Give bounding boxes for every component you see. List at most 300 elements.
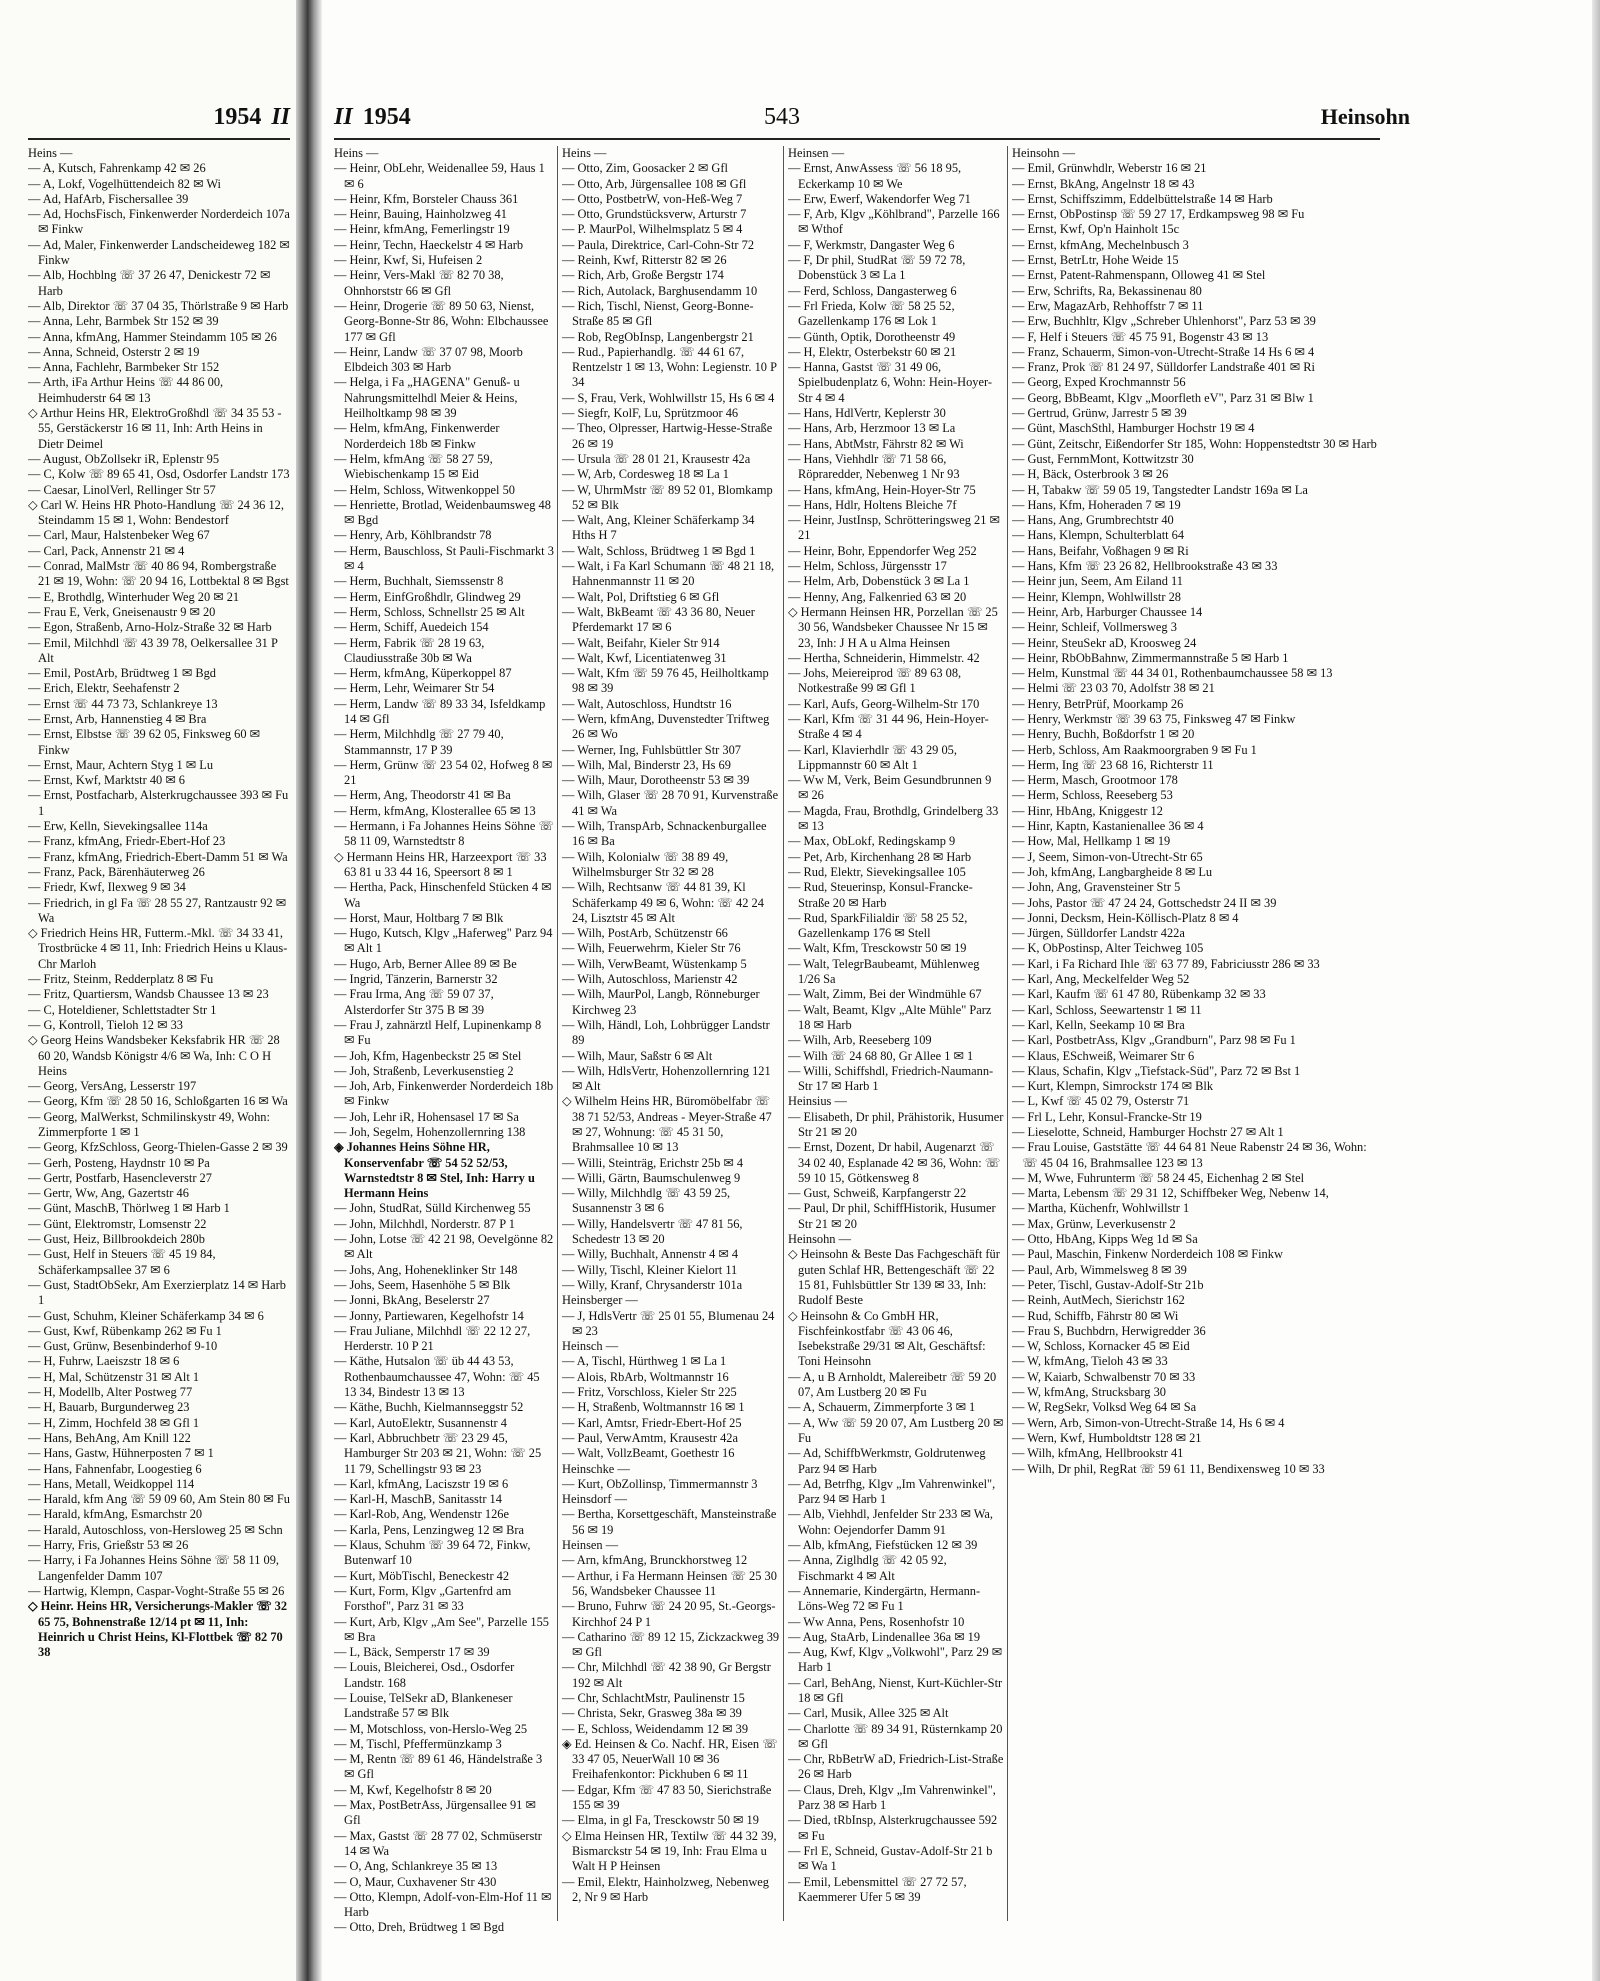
directory-entry: — Alb, Hochblng ☏ 37 26 47, Denickestr 72 ✉ Harb: [28, 268, 271, 298]
directory-entry: — Frau Juliane, Milchhdl ☏ 22 12 27, Herderstr. 10 P 21: [334, 1323, 531, 1354]
directory-entry: ◇ Elma Heinsen HR, Textilw ☏ 44 32 39, Bismarckstr 54 ✉ 19, Inh: Frau Elma u Walt H P Heinsen: [562, 1828, 777, 1874]
directory-entry: — Helm, Arb, Dobenstück 3 ✉ La 1: [788, 574, 970, 589]
left-volume: II: [271, 104, 290, 130]
directory-entry: — Ad, HafArb, Fischersallee 39: [28, 191, 189, 206]
directory-entry: — Paul, VerwAmtm, Krausestr 42a: [562, 1430, 738, 1445]
directory-entry: ◇ Georg Heins Wandsbeker Keksfabrik HR ☏ 28 60 20, Wandsb Königstr 4/6 ✉ Wa, Inh: C O H Heins: [28, 1033, 280, 1078]
directory-entry: — Franz, kfmAng, Friedr-Ebert-Hof 23: [28, 834, 226, 849]
directory-entry: — Rud, Schiffb, Fährstr 80 ✉ Wi: [1012, 1308, 1179, 1323]
directory-entry: — Frau Irma, Ang ☏ 59 07 37, Alsterdorfer Str 375 B ✉ 39: [334, 987, 494, 1017]
directory-entry: — Annemarie, Kindergärtn, Hermann-Löns-Weg 72 ✉ Fu 1: [788, 1583, 981, 1614]
directory-entry: — Ww Anna, Pens, Rosenhofstr 10: [788, 1614, 965, 1629]
directory-entry: — Willy, Buchhalt, Annenstr 4 ✉ 4: [562, 1247, 739, 1262]
directory-entry: — Frau E, Verk, Gneisenaustr 9 ✉ 20: [28, 604, 216, 619]
directory-entry: — Frau J, zahnärztl Helf, Lupinenkamp 8 ✉ Fu: [334, 1017, 542, 1048]
directory-entry: — C, Hoteldiener, Schlettstadter Str 1: [28, 1002, 217, 1017]
directory-entry: — Ernst, Elbstse ☏ 39 62 05, Finksweg 60 ✉ Finkw: [28, 727, 261, 757]
directory-entry: — Hans, Kfm ☏ 23 26 82, Hellbrookstraße 43 ✉ 33: [1012, 559, 1278, 574]
directory-entry: — Harald, Autoschloss, von-Hersloweg 25 ✉ Schn: [28, 1522, 283, 1537]
directory-entry: — Erw, Ewerf, Wakendorfer Weg 71: [788, 191, 971, 206]
directory-entry: ◈ Ed. Heinsen & Co. Nachf. HR, Eisen ☏ 33 47 05, NeuerWall 10 ✉ 36 Freihafenkontor: Pickhuben 6 ✉ 11: [562, 1736, 778, 1782]
directory-entry: — Bruno, Fuhrw ☏ 24 20 95, St.-Georgs-Kirchhof 24 P 1: [562, 1599, 776, 1629]
directory-entry: — Herm, Grünw ☏ 23 54 02, Hofweg 8 ✉ 21: [334, 757, 553, 788]
directory-entry: — Max, ObLokf, Redingskamp 9: [788, 834, 956, 849]
directory-entry: — Kurt, ObZollinsp, Timmermannstr 3: [562, 1476, 758, 1491]
directory-entry: — Erw, Kelln, Sievekingsallee 114a: [28, 819, 208, 834]
directory-entry: — Hertha, Pack, Hinschenfeld Stücken 4 ✉ Wa: [334, 880, 552, 910]
directory-entry: — Johs, Pastor ☏ 47 24 24, Gottschedstr 24 II ✉ 39: [1012, 895, 1277, 910]
directory-entry: — Erw, MagazArb, Rehhoffstr 7 ✉ 11: [1012, 298, 1204, 313]
directory-entry: — Willy, Handelsvertr ☏ 47 81 56, Schedestr 13 ✉ 20: [562, 1216, 743, 1247]
directory-entry: — M, Tischl, Pfeffermünzkamp 3: [334, 1736, 502, 1751]
directory-entry: — Hans, HdlVertr, Keplerstr 30: [788, 406, 946, 421]
directory-entry: — Charlotte ☏ 89 34 91, Rüsternkamp 20 ✉ Gfl: [788, 1721, 1003, 1751]
directory-entry: — Johs, Ang, Hoheneklinker Str 148: [334, 1262, 518, 1277]
directory-entry: — Frl Frieda, Kolw ☏ 58 25 52, Gazellenkamp 176 ✉ Lok 1: [788, 298, 955, 329]
directory-entry: — Max, PostBetrAss, Jürgensallee 91 ✉ Gfl: [334, 1798, 536, 1828]
directory-entry: — Willy, Tischl, Kleiner Kielort 11: [562, 1262, 738, 1277]
directory-entry: — Helm, Schloss, Jürgensstr 17: [788, 559, 947, 574]
directory-entry: — Arth, iFa Arthur Heins ☏ 44 86 00, Heimhuderstr 64 ✉ 13: [28, 375, 224, 405]
directory-entry: ◇ Heinsohn & Beste Das Fachgeschäft für guten Schlaf HR, Bettengeschäft ☏ 22 15 81, Fuhlsbüttler Str 139 ✉ 33, Inh: Rudolf Beste: [788, 1247, 1000, 1308]
directory-entry: — Frau S, Buchbdrn, Herwigredder 36: [1012, 1323, 1206, 1338]
directory-entry: — Walt, Pol, Driftstieg 6 ✉ Gfl: [562, 589, 720, 604]
directory-entry: — Pet, Arb, Kirchenhang 28 ✉ Harb: [788, 849, 972, 864]
directory-entry: — O, Maur, Cuxhavener Str 430: [334, 1874, 497, 1889]
directory-entry: — Walt, Ang, Kleiner Schäferkamp 34 Hths H 7: [562, 513, 755, 543]
directory-entry: — Karla, Pens, Lenzingweg 12 ✉ Bra: [334, 1522, 524, 1537]
directory-entry: — Wilh, Rechtsanw ☏ 44 81 39, Kl Schäferkamp 49 ✉ 6, Wohn: ☏ 42 24 24, Lisztstr 45 ✉ Alt: [562, 880, 764, 925]
directory-entry: — Georg, KfzSchloss, Georg-Thielen-Gasse 2 ✉ 39: [28, 1140, 288, 1155]
directory-entry: — Heinr, Techn, Haeckelstr 4 ✉ Harb: [334, 237, 524, 252]
surname-heading: Heinsen —: [562, 1538, 619, 1553]
directory-entry: — Ernst, Patent-Rahmenspann, Olloweg 41 ✉ Stel: [1012, 268, 1266, 283]
directory-entry: — Anna, Schneid, Osterstr 2 ✉ 19: [28, 344, 200, 359]
page-number: 543: [764, 104, 800, 130]
directory-entry: — Fritz, Vorschloss, Kieler Str 225: [562, 1385, 737, 1400]
directory-entry: — Heinr, Schleif, Vollmersweg 3: [1012, 620, 1177, 635]
directory-entry: — Wilh, Händl, Loh, Lohbrügger Landstr 89: [562, 1017, 770, 1048]
directory-entry: — Henriette, Brotlad, Weidenbaumsweg 48 ✉ Bgd: [334, 497, 551, 528]
directory-entry: — Karl, Klavierhdlr ☏ 43 29 05, Lippmannstr 60 ✉ Alt 1: [788, 742, 957, 772]
directory-entry: — Ernst, BkAng, Angelnstr 18 ✉ 43: [1012, 176, 1195, 191]
directory-entry: — Walt, TelegrBaubeamt, Mühlenweg 1/26 Sa: [788, 956, 980, 987]
directory-entry: — Wilh, Feuerwehrm, Kieler Str 76: [562, 941, 741, 956]
directory-entry: — Frl E, Schneid, Gustav-Adolf-Str 21 b ✉ Wa 1: [788, 1843, 993, 1874]
directory-entry: — Gust, Schuhm, Kleiner Schäferkamp 34 ✉ 6: [28, 1308, 264, 1323]
directory-entry: ◇ Friedrich Heins HR, Futterm.-Mkl. ☏ 34 33 41, Trostbrücke 4 ✉ 11, Inh: Friedrich Heins u Klaus-Chr Marloh: [28, 926, 288, 971]
directory-entry: — Hans, Hdlr, Holtens Bleiche 7f: [788, 497, 957, 512]
directory-entry: — Wilh, HdlsVertr, Hohenzollernring 121 ✉ Alt: [562, 1063, 771, 1094]
directory-entry: — Ernst, BetrLtr, Hohe Weide 15: [1012, 253, 1179, 268]
directory-entry: — Hinr, Kaptn, Kastanienallee 36 ✉ 4: [1012, 819, 1204, 834]
directory-entry: — Ernst, kfmAng, Mechelnbusch 3: [1012, 237, 1189, 252]
directory-entry: — Klaus, ESchweiß, Weimarer Str 6: [1012, 1048, 1195, 1063]
directory-column-3: [788, 146, 1004, 1941]
directory-entry: — Gust, Heiz, Billbrookdeich 280b: [28, 1232, 205, 1247]
directory-entry: — Arthur, i Fa Hermann Heinsen ☏ 25 30 56, Wandsbeker Chaussee 11: [562, 1568, 777, 1598]
directory-entry: — Max, Grünw, Leverkusenstr 2: [1012, 1216, 1176, 1231]
directory-entry: — Joh, Arb, Finkenwerder Norderdeich 18b ✉ Finkw: [334, 1079, 554, 1109]
directory-entry: — Died, tRbInsp, Alsterkrugchaussee 592 ✉ Fu: [788, 1813, 998, 1843]
directory-entry: — Elma, in gl Fa, Tresckowstr 50 ✉ 19: [562, 1813, 759, 1828]
directory-entry: — Anna, Fachlehr, Barmbeker Str 152: [28, 360, 220, 375]
directory-entry: — Harald, kfm Ang ☏ 59 09 60, Am Stein 80 ✉ Fu: [28, 1492, 290, 1507]
directory-entry: — Chr, SchlachtMstr, Paulinenstr 15: [562, 1690, 745, 1705]
directory-entry: — Karl, i Fa Richard Ihle ☏ 63 77 89, Fabriciusstr 286 ✉ 33: [1012, 956, 1320, 971]
directory-entry: — Klaus, Schuhm ☏ 39 64 72, Finkw, Butenwarf 10: [334, 1538, 531, 1568]
directory-entry: — Paul, Dr phil, SchiffHistorik, Husumer Str 21 ✉ 20: [788, 1201, 996, 1231]
directory-entry: — Friedrich, in gl Fa ☏ 28 55 27, Rantzaustr 92 ✉ Wa: [28, 895, 287, 925]
directory-entry: — Heinr, JustInsp, Schrötteringsweg 21 ✉ 21: [788, 513, 1000, 543]
directory-entry: — Johs, Meiereiprod ☏ 89 63 08, Notkestraße 99 ✉ Gfl 1: [788, 666, 962, 696]
directory-entry: — Hugo, Arb, Berner Allee 89 ✉ Be: [334, 956, 517, 971]
directory-entry: — H, Bäck, Osterbrook 3 ✉ 26: [1012, 467, 1169, 482]
directory-entry: — Willi, Steinträg, Erichstr 25b ✉ 4: [562, 1155, 744, 1170]
directory-entry: — Joh, Lehr iR, Hohensasel 17 ✉ Sa: [334, 1109, 519, 1124]
directory-entry: — Georg, VersAng, Lesserstr 197: [28, 1079, 197, 1094]
directory-entry: — Paul, Maschin, Finkenw Norderdeich 108 ✉ Finkw: [1012, 1247, 1283, 1262]
directory-entry: — Rud, Steuerinsp, Konsul-Francke-Straße 20 ✉ Harb: [788, 880, 973, 910]
directory-column-2: [562, 146, 780, 1941]
book-gutter: [296, 0, 322, 1981]
directory-entry: — J, Seem, Simon-von-Utrecht-Str 65: [1012, 849, 1203, 864]
directory-entry: — E, Schloss, Weidendamm 12 ✉ 39: [562, 1721, 749, 1736]
directory-entry: — Erich, Elektr, Seehafenstr 2: [28, 681, 180, 696]
surname-heading: Heinsius —: [788, 1094, 847, 1109]
directory-entry: — H, Zimm, Hochfeld 38 ✉ Gfl 1: [28, 1415, 200, 1430]
directory-entry: — Fritz, Steinm, Redderplatz 8 ✉ Fu: [28, 972, 214, 987]
directory-entry: — Käthe, Hutsalon ☏ üb 44 43 53, Rothenbaumchaussee 47, Wohn: ☏ 45 13 34, Bindestr 13 ✉ 13: [334, 1354, 540, 1400]
directory-entry: — Hermann, i Fa Johannes Heins Söhne ☏ 58 11 09, Warnstedtstr 8: [334, 819, 554, 849]
directory-entry: — Kurt, Form, Klgv „Gartenfrd am Forsthof", Parz 31 ✉ 33: [334, 1583, 512, 1614]
directory-entry: — J, HdlsVertr ☏ 25 01 55, Blumenau 24 ✉ 23: [562, 1308, 775, 1338]
directory-entry: — Chr, Milchhdl ☏ 42 38 90, Gr Bergstr 192 ✉ Alt: [562, 1660, 771, 1690]
directory-entry: ◈ Johannes Heins Söhne HR, Konservenfabr ☏ 54 52 52/53, Warnstedtstr 8 ✉ Stel, Inh: Harry u Hermann Heins: [334, 1140, 535, 1201]
directory-entry: — W, Schloss, Kornacker 45 ✉ Eid: [1012, 1339, 1190, 1354]
surname-heading: Heinsohn —: [788, 1232, 851, 1247]
directory-entry: — Emil, Lebensmittel ☏ 27 72 57, Kaemmerer Ufer 5 ✉ 39: [788, 1874, 967, 1904]
directory-entry: — H, Tabakw ☏ 59 05 19, Tangstedter Landstr 169a ✉ La: [1012, 482, 1308, 497]
directory-entry: — H, Straßenb, Woltmannstr 16 ✉ 1: [562, 1400, 745, 1415]
directory-entry: — Heinr jun, Seem, Am Eiland 11: [1012, 574, 1183, 589]
directory-entry: — Jürgen, Sülldorfer Landstr 422a: [1012, 926, 1185, 941]
directory-entry: — Henry, Werkmstr ☏ 39 63 75, Finksweg 47 ✉ Finkw: [1012, 711, 1296, 726]
directory-entry: — Carl, BehAng, Nienst, Kurt-Küchler-Str 18 ✉ Gfl: [788, 1675, 1003, 1705]
right-header-rule: [334, 138, 1380, 140]
directory-entry: — Emil, Elektr, Hainholzweg, Nebenweg 2, Nr 9 ✉ Harb: [562, 1874, 769, 1904]
directory-entry: — Franz, kfmAng, Friedrich-Ebert-Damm 51 ✉ Wa: [28, 849, 288, 864]
directory-entry: — Henry, BetrPrüf, Moorkamp 26: [1012, 696, 1184, 711]
directory-entry: — Hans, AbtMstr, Fährstr 82 ✉ Wi: [788, 436, 964, 451]
directory-entry: — Reinh, Kwf, Ritterstr 82 ✉ 26: [562, 253, 727, 268]
directory-entry: — Wilh, Glaser ☏ 28 70 91, Kurvenstraße 41 ✉ Wa: [562, 788, 779, 818]
directory-entry: — Henry, Buchh, Boßdorfstr 1 ✉ 20: [1012, 727, 1195, 742]
directory-entry: — Gertr, Postfarb, Hasencleverstr 27: [28, 1170, 212, 1185]
directory-entry: — Johs, Seem, Hasenhöhe 5 ✉ Blk: [334, 1277, 511, 1292]
directory-entry: — Heinr, Arb, Harburger Chaussee 14: [1012, 604, 1203, 619]
directory-entry: — A, Kutsch, Fahrenkamp 42 ✉ 26: [28, 161, 206, 176]
directory-entry: — Käthe, Buchh, Kielmannseggstr 52: [334, 1400, 524, 1415]
directory-entry: — Joh, Straßenb, Leverkusenstieg 2: [334, 1063, 514, 1078]
surname-heading: Heinschke —: [562, 1461, 630, 1476]
directory-entry: — Herm, Schiff, Auedeich 154: [334, 620, 489, 635]
directory-entry: — Heinr, Kfm, Borsteler Chauss 361: [334, 191, 519, 206]
surname-heading: Heins —: [28, 146, 73, 160]
directory-entry: — A, Schauerm, Zimmerpforte 3 ✉ 1: [788, 1400, 976, 1415]
column-separator: [557, 146, 558, 1921]
directory-entry: — Walt, Kfm, Tresckowstr 50 ✉ 19: [788, 941, 967, 956]
directory-entry: — Hans, Viehhdlr ☏ 71 58 66, Röpraredder, Nebenweg 1 Nr 93: [788, 451, 960, 482]
directory-entry: — H, Fuhrw, Laeiszstr 18 ✉ 6: [28, 1354, 180, 1369]
directory-entry: — Hans, Gastw, Hühnerposten 7 ✉ 1: [28, 1446, 214, 1461]
directory-entry: — John, Lotse ☏ 42 21 98, Oevelgönne 82 ✉ Alt: [334, 1232, 554, 1262]
directory-entry: — Erw, Schrifts, Ra, Bekassinenau 80: [1012, 283, 1202, 298]
directory-column-4: [1012, 146, 1378, 1941]
directory-entry: — Heinr, Klempn, Wohlwillstr 28: [1012, 589, 1181, 604]
directory-entry: — Joh, Kfm, Hagenbeckstr 25 ✉ Stel: [334, 1048, 522, 1063]
directory-entry: ◇ Carl W. Heins HR Photo-Handlung ☏ 24 36 12, Steindamm 15 ✉ 1, Wohn: Bendestorf: [28, 497, 284, 528]
surname-heading: Heinsdorf —: [562, 1492, 628, 1507]
directory-entry: — Heinr, SteuSekr aD, Kroosweg 24: [1012, 635, 1197, 650]
right-page-header-left: [334, 100, 411, 134]
directory-entry: — Max, Gastst ☏ 28 77 02, Schmüserstr 14 ✉ Wa: [334, 1828, 542, 1858]
directory-entry: — Hans, Kfm, Hoheraden 7 ✉ 19: [1012, 497, 1181, 512]
directory-entry: — Willy, Milchhdlg ☏ 43 59 25, Susannenstr 3 ✉ 6: [562, 1186, 731, 1216]
directory-entry: — Hans, Arb, Herzmoor 13 ✉ La: [788, 421, 956, 436]
directory-entry: — Gertrud, Grünw, Jarrestr 5 ✉ 39: [1012, 406, 1187, 421]
directory-entry: — How, Mal, Hellkamp 1 ✉ 19: [1012, 834, 1171, 849]
directory-entry: — Jonny, Partiewaren, Kegelhofstr 14: [334, 1308, 524, 1323]
directory-entry: — Harry, i Fa Johannes Heins Söhne ☏ 58 11 09, Langenfelder Damm 107: [28, 1553, 280, 1583]
directory-entry: — Herm, Lehr, Weimarer Str 54: [334, 681, 495, 696]
directory-entry: — Wilh, Arb, Reeseberg 109: [788, 1033, 932, 1048]
right-page: [322, 0, 1600, 1981]
directory-entry: — W, kfmAng, Strucksbarg 30: [1012, 1385, 1166, 1400]
directory-entry: — Chr, RbBetrW aD, Friedrich-List-Straße 26 ✉ Harb: [788, 1752, 1004, 1782]
directory-entry: — Willy, Kranf, Chrysanderstr 101a: [562, 1277, 743, 1292]
directory-entry: — Otto, Zim, Goosacker 2 ✉ Gfl: [562, 161, 728, 176]
directory-entry: ◇ Wilhelm Heins HR, Büromöbelfabr ☏ 38 71 52/53, Andreas - Meyer-Straße 47 ✉ 27, Wohnung: ☏ 45 31 50, Brahmsallee 10 ✉ 13: [562, 1094, 772, 1155]
directory-entry: — Bertha, Korsettgeschäft, Mansteinstraße 56 ✉ 19: [562, 1507, 777, 1537]
directory-entry: — Conrad, MalMstr ☏ 40 86 94, Rombergstraße 21 ✉ 19, Wohn: ☏ 20 94 16, Lottbektal 8 ✉ Bgst: [28, 559, 289, 589]
directory-entry: — Ingrid, Tänzerin, Barnerstr 32: [334, 972, 498, 987]
directory-entry: ◇ Arthur Heins HR, ElektroGroßhdl ☏ 34 35 53 - 55, Gerstäckerstr 16 ✉ 11, Inh: Arth Heins in Dietr Deimel: [28, 406, 282, 451]
directory-entry: — Egon, Straßenb, Arno-Holz-Straße 32 ✉ Harb: [28, 620, 272, 635]
directory-entry: — A, u B Arnholdt, Malereibetr ☏ 59 20 07, Am Lustberg 20 ✉ Fu: [788, 1369, 997, 1400]
directory-entry: — Wilh, Maur, Dorotheenstr 53 ✉ 39: [562, 773, 750, 788]
directory-entry: — Elisabeth, Dr phil, Prähistorik, Husumer Str 21 ✉ 20: [788, 1109, 1004, 1139]
directory-entry: — Gust, Grünw, Besenbinderhof 9-10: [28, 1339, 218, 1354]
directory-entry: — Otto, Arb, Jürgensallee 108 ✉ Gfl: [562, 176, 747, 191]
directory-entry: — Frau Louise, Gaststätte ☏ 44 64 81 Neue Rabenstr 24 ✉ 36, Wohn: ☏ 45 04 16, Brahmsallee 123 ✉ 13: [1012, 1140, 1367, 1170]
directory-entry: — Emil, Milchhdl ☏ 43 39 78, Oelkersallee 31 P Alt: [28, 635, 278, 665]
surname-heading: Heinsch —: [562, 1339, 619, 1354]
directory-entry: — O, Ang, Schlankreye 35 ✉ 13: [334, 1859, 498, 1874]
directory-entry: — Alb, kfmAng, Fiefstücken 12 ✉ 39: [788, 1538, 978, 1553]
directory-entry: — Otto, Dreh, Brüdtweg 1 ✉ Bgd: [334, 1920, 505, 1935]
directory-entry: — Helmi ☏ 23 03 70, Adolfstr 38 ✉ 21: [1012, 681, 1215, 696]
directory-entry: — M, Wwe, Fuhrunterm ☏ 58 24 45, Eichenhag 2 ✉ Stel: [1012, 1170, 1305, 1185]
directory-entry: — John, Ang, Gravensteiner Str 5: [1012, 880, 1181, 895]
directory-entry: — Harald, kfmAng, Esmarchstr 20: [28, 1507, 203, 1522]
directory-entry: — S, Frau, Verk, Wohlwillstr 15, Hs 6 ✉ 4: [562, 390, 775, 405]
directory-entry: — Henry, Arb, Köhlbrandstr 78: [334, 528, 492, 543]
directory-entry: — Arn, kfmAng, Brunckhorstweg 12: [562, 1553, 748, 1568]
directory-entry: — Paula, Direktrice, Carl-Cohn-Str 72: [562, 237, 755, 252]
directory-entry: — Ernst, AnwAssess ☏ 56 18 95, Eckerkamp 10 ✉ We: [788, 161, 962, 191]
directory-entry: — Joh, Segelm, Hohenzollernring 138: [334, 1125, 526, 1139]
directory-entry: — Herb, Schloss, Am Raakmoorgraben 9 ✉ Fu 1: [1012, 742, 1257, 757]
directory-entry: — Karl, Abbruchbetr ☏ 23 29 45, Hamburger Str 203 ✉ 21, Wohn: ☏ 25 11 79, Schellingstr 93 ✉ 23: [334, 1430, 542, 1476]
directory-entry: — Wilh, Mal, Binderstr 23, Hs 69: [562, 757, 731, 772]
directory-entry: — Horst, Maur, Holtbarg 7 ✉ Blk: [334, 910, 504, 925]
directory-entry: — Paul, Arb, Wimmelsweg 8 ✉ 39: [1012, 1262, 1187, 1277]
directory-entry: — Herm, Ang, Theodorstr 41 ✉ Ba: [334, 788, 511, 803]
directory-entry: — Hartwig, Klempn, Caspar-Voght-Straße 55 ✉ 26: [28, 1583, 285, 1598]
directory-entry: — Joh, kfmAng, Langbargheide 8 ✉ Lu: [1012, 864, 1213, 879]
directory-entry: — Ernst ☏ 44 73 73, Schlankreye 13: [28, 696, 218, 711]
directory-entry: — Hans, Fahnenfabr, Loogestieg 6: [28, 1461, 202, 1476]
directory-entry: — W, kfmAng, Tieloh 43 ✉ 33: [1012, 1354, 1168, 1369]
directory-entry: — L, Kwf ☏ 45 02 79, Osterstr 71: [1012, 1094, 1190, 1109]
directory-entry: — Gust, Kwf, Rübenkamp 262 ✉ Fu 1: [28, 1323, 222, 1338]
directory-entry: — Helm, kfmAng ☏ 58 27 59, Wiebischenkamp 15 ✉ Eid: [334, 451, 493, 482]
directory-entry: — Walt, Kfm ☏ 59 76 45, Heilholtkamp 98 ✉ 39: [562, 666, 769, 696]
directory-entry: — M, Rentn ☏ 89 61 46, Händelstraße 3 ✉ Gfl: [334, 1752, 543, 1782]
directory-entry: — Heinr, Vers-Makl ☏ 82 70 38, Ohnhorststr 66 ✉ Gfl: [334, 268, 504, 298]
directory-entry: — Otto, Klempn, Adolf-von-Elm-Hof 11 ✉ Harb: [334, 1889, 552, 1920]
directory-entry: — Wilh, Maur, Saßstr 6 ✉ Alt: [562, 1048, 713, 1063]
directory-entry: — Hertha, Schneiderin, Himmelstr. 42: [788, 650, 980, 665]
column-separator: [1007, 146, 1008, 1921]
directory-entry: — Ernst, Dozent, Dr habil, Augenarzt ☏ 34 02 40, Esplanade 42 ✉ 36, Wohn: ☏ 59 10 15, Götkensweg 8: [788, 1140, 1001, 1185]
directory-entry: — Martha, Küchenfr, Wohlwillstr 1: [1012, 1201, 1190, 1216]
directory-entry: ◇ Heinsohn & Co GmbH HR, Fischfeinkostfabr ☏ 43 06 46, Isebekstraße 29/31 ✉ Alt, Geschäftsf: Toni Heinsohn: [788, 1308, 986, 1369]
directory-entry: — John, Milchhdl, Norderstr. 87 P 1: [334, 1216, 515, 1231]
directory-entry: — Franz, Prok ☏ 81 24 97, Sülldorfer Landstraße 401 ✉ Ri: [1012, 360, 1315, 375]
directory-entry: — Willi, Gärtn, Baumschulenweg 9: [562, 1170, 741, 1185]
directory-entry: — Wern, kfmAng, Duvenstedter Triftweg 26 ✉ Wo: [562, 711, 770, 742]
directory-entry: — Jonni, BkAng, Beselerstr 27: [334, 1293, 490, 1308]
directory-entry: — Wilh, VerwBeamt, Wüstenkamp 5: [562, 956, 747, 971]
directory-entry: — Reinh, AutMech, Sierichstr 162: [1012, 1293, 1185, 1308]
directory-entry: — Marta, Lebensm ☏ 29 31 12, Schiffbeker Weg, Nebenw 14,: [1012, 1186, 1329, 1201]
directory-entry: — F, Werkmstr, Dangaster Weg 6: [788, 237, 955, 252]
directory-entry: — Ww M, Verk, Beim Gesundbrunnen 9 ✉ 26: [788, 773, 992, 803]
directory-entry: — Wilh, Autoschloss, Marienstr 42: [562, 972, 738, 987]
left-page: [0, 0, 300, 1981]
directory-entry: — Ernst, Schiffszimm, Eddelbüttelstraße 14 ✉ Harb: [1012, 191, 1273, 206]
directory-entry: — Caesar, LinolVerl, Rellinger Str 57: [28, 482, 216, 497]
surname-heading: Heins —: [562, 146, 607, 160]
directory-entry: — K, ObPostinsp, Alter Teichweg 105: [1012, 941, 1204, 956]
directory-entry: — C, Kolw ☏ 89 65 41, Osd, Osdorfer Landstr 173: [28, 467, 290, 482]
directory-entry: — Walt, Schloss, Brüdtweg 1 ✉ Bgd 1: [562, 543, 756, 558]
directory-entry: — Catharino ☏ 89 12 15, Zickzackweg 39 ✉ Gfl: [562, 1629, 780, 1660]
directory-entry: — Wilh, Dr phil, RegRat ☏ 59 61 11, Bendixensweg 10 ✉ 33: [1012, 1461, 1325, 1476]
directory-entry: — G, Kontroll, Tieloh 12 ✉ 33: [28, 1017, 183, 1032]
directory-entry: — W, Arb, Cordesweg 18 ✉ La 1: [562, 467, 729, 482]
directory-entry: — Jonni, Decksm, Hein-Köllisch-Platz 8 ✉ 4: [1012, 910, 1239, 925]
directory-entry: — Gust, FernmMont, Kottwitzstr 30: [1012, 451, 1194, 466]
directory-entry: — Rich, Tischl, Nienst, Georg-Bonne-Straße 85 ✉ Gfl: [562, 298, 754, 329]
running-head: Heinsohn: [1320, 104, 1410, 129]
directory-entry: — Alb, Direktor ☏ 37 04 35, Thörlstraße 9 ✉ Harb: [28, 298, 289, 313]
directory-entry: — Wilh ☏ 24 68 80, Gr Allee 1 ✉ 1: [788, 1048, 974, 1063]
directory-entry: — Ernst, Postfacharb, Alsterkrugchaussee 393 ✉ Fu 1: [28, 788, 289, 818]
directory-entry: — Rich, Arb, Große Bergstr 174: [562, 268, 724, 283]
directory-entry: — A, Tischl, Hürthweg 1 ✉ La 1: [562, 1354, 727, 1369]
left-header-rule: [28, 138, 290, 140]
directory-entry: — Magda, Frau, Brothdlg, Grindelberg 33 ✉ 13: [788, 803, 999, 834]
directory-entry: — Carl, Maur, Halstenbeker Weg 67: [28, 528, 210, 543]
directory-entry: — Herm, Buchhalt, Siemssenstr 8: [334, 574, 504, 589]
right-volume: II: [334, 104, 353, 130]
directory-entry: — Walt, VollzBeamt, Goethestr 16: [562, 1446, 735, 1461]
directory-entry: — Carl, Musik, Allee 325 ✉ Alt: [788, 1706, 949, 1721]
directory-entry: — Frl L, Lehr, Konsul-Francke-Str 19: [1012, 1109, 1202, 1124]
directory-entry: — Ernst, Arb, Hannenstieg 4 ✉ Bra: [28, 711, 207, 726]
directory-entry: — Fritz, Quartiersm, Wandsb Chaussee 13 ✉ 23: [28, 987, 269, 1002]
directory-entry: — Walt, Zimm, Bei der Windmühle 67: [788, 987, 982, 1002]
directory-entry: ◇ Heinr. Heins HR, Versicherungs-Makler ☏ 32 65 75, Bohnenstraße 12/14 pt ✉ 11, Inh: Heinrich u Christ Heins, Kl-Flottbek ☏ 82 70 38: [28, 1599, 288, 1660]
directory-entry: — Herm, Schloss, Schnellstr 25 ✉ Alt: [334, 604, 525, 619]
directory-entry: — Willi, Schiffshdl, Friedrich-Naumann-Str 17 ✉ Harb 1: [788, 1063, 994, 1094]
directory-entry: — Ferd, Schloss, Dangasterweg 6: [788, 283, 957, 298]
directory-entry: — Karl, kfmAng, Laciszstr 19 ✉ 6: [334, 1476, 509, 1491]
directory-entry: — Georg, BbBeamt, Klgv „Moorfleth eV", Parz 31 ✉ Blw 1: [1012, 390, 1314, 405]
directory-entry: — Ad, Maler, Finkenwerder Landscheideweg 182 ✉ Finkw: [28, 237, 290, 268]
directory-entry: — Helm, Kunstmal ☏ 44 34 01, Rothenbaumchaussee 58 ✉ 13: [1012, 666, 1333, 681]
directory-entry: — Heinr, Drogerie ☏ 89 50 63, Nienst, Georg-Bonne-Str 86, Wohn: Elbchaussee 177 ✉ Gfl: [334, 298, 549, 344]
directory-entry: — Ernst, Kwf, Op'n Hainholt 15c: [1012, 222, 1180, 237]
directory-entry: — Günt, Elektromstr, Lomsenstr 22: [28, 1216, 207, 1231]
directory-entry: — Claus, Dreh, Klgv „Im Vahrenwinkel", Parz 38 ✉ Harb 1: [788, 1782, 996, 1813]
directory-entry: — Theo, Olpresser, Hartwig-Hesse-Straße 26 ✉ 19: [562, 421, 773, 451]
directory-entry: — Alb, Viehhdl, Jenfelder Str 233 ✉ Wa, Wohn: Oejendorfer Damm 91: [788, 1507, 994, 1537]
directory-entry: — Hinr, HbAng, Kniggestr 12: [1012, 803, 1163, 818]
directory-entry: — Karl-H, MaschB, Sanitasstr 14: [334, 1492, 502, 1507]
directory-entry: — Gust, StadtObSekr, Am Exerzierplatz 14 ✉ Harb 1: [28, 1277, 286, 1308]
directory-entry: — E, Brothdlg, Winterhuder Weg 20 ✉ 21: [28, 589, 240, 604]
directory-entry: — Aug, Kwf, Klgv „Volkwohl", Parz 29 ✉ Harb 1: [788, 1645, 1003, 1675]
directory-entry: — Emil, PostArb, Brüdtweg 1 ✉ Bgd: [28, 666, 216, 681]
directory-entry: — Walt, Autoschloss, Hundtstr 16: [562, 696, 732, 711]
directory-entry: — Herm, Milchhdlg ☏ 27 79 40, Stammannstr, 17 P 39: [334, 727, 504, 757]
directory-entry: — Heinr, ObLehr, Weidenallee 59, Haus 1 ✉ 6: [334, 161, 545, 191]
directory-entry: — H, Mal, Schützenstr 31 ✉ Alt 1: [28, 1369, 200, 1384]
directory-entry: — Hanna, Gastst ☏ 31 49 06, Spielbudenplatz 6, Wohn: Hein-Hoyer-Str 4 ✉ 4: [788, 360, 992, 405]
directory-entry: — Erw, Buchhltr, Klgv „Schreber Uhlenhorst", Parz 53 ✉ 39: [1012, 314, 1316, 329]
directory-entry: — W, UhrmMstr ☏ 89 52 01, Blomkamp 52 ✉ Blk: [562, 482, 773, 512]
directory-entry: ◇ Hermann Heinsen HR, Porzellan ☏ 25 30 56, Wandsbeker Chaussee Nr 15 ✉ 23, Inh: J H A u Alma Heinsen: [788, 604, 998, 650]
directory-entry: — H, Bauarb, Burgunderweg 23: [28, 1400, 190, 1415]
directory-entry: — Karl, Schloss, Seewartenstr 1 ✉ 11: [1012, 1002, 1202, 1017]
directory-entry: — Ernst, Kwf, Marktstr 40 ✉ 6: [28, 773, 185, 788]
directory-entry: — F, Dr phil, StudRat ☏ 59 72 78, Dobenstück 3 ✉ La 1: [788, 253, 966, 283]
directory-entry: — M, Motschloss, von-Herslo-Weg 25: [334, 1721, 528, 1736]
directory-entry: — Herm, Ing ☏ 23 68 16, Richterstr 11: [1012, 757, 1214, 772]
directory-entry: — L, Bäck, Semperstr 17 ✉ 39: [334, 1645, 490, 1660]
right-year: 1954: [362, 104, 411, 130]
directory-entry: — Heinr, Kwf, Si, Hufeisen 2: [334, 253, 483, 268]
directory-entry: — Herm, Schloss, Reeseberg 53: [1012, 788, 1173, 803]
directory-entry: — Heinr, Bohr, Eppendorfer Weg 252: [788, 543, 977, 558]
directory-entry: — Wilh, MaurPol, Langb, Rönneburger Kirchweg 23: [562, 987, 760, 1017]
directory-entry: — Otto, PostbetrW, von-Heß-Weg 7: [562, 191, 743, 206]
directory-entry: — Günt, MaschSthl, Hamburger Hochstr 19 ✉ 4: [1012, 421, 1255, 436]
